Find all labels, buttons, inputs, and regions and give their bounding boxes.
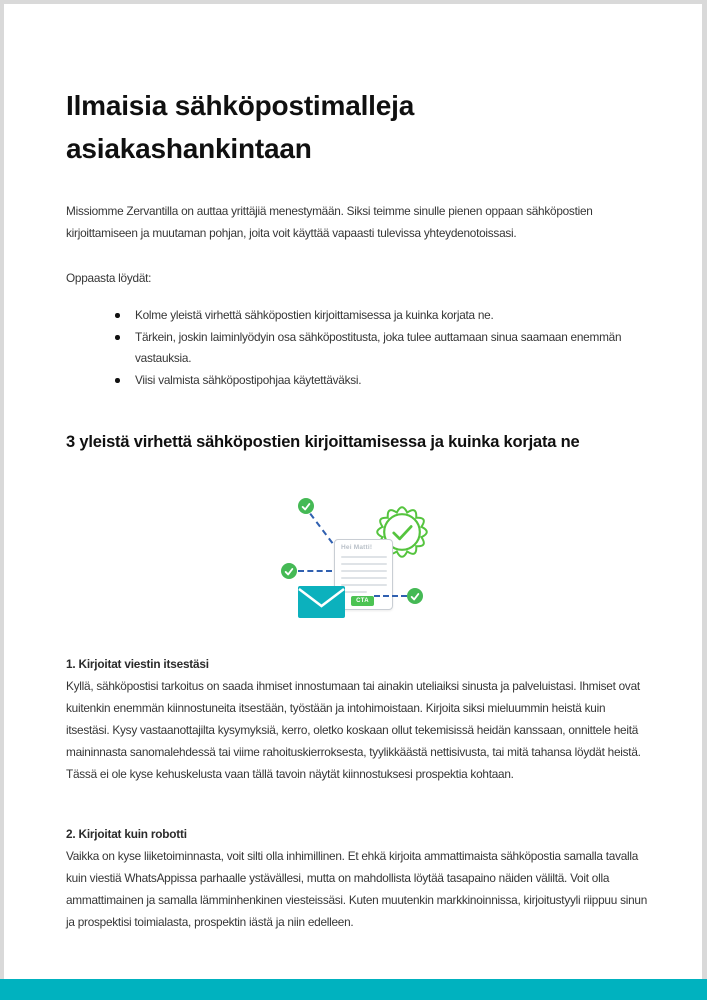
subsection-title-1: 1. Kirjoitat viestin itsestäsi: [66, 657, 209, 671]
check-circle-icon: [407, 588, 423, 604]
envelope-icon: [298, 586, 345, 618]
list-item: [111, 327, 627, 369]
bullet-icon: [115, 378, 120, 383]
dashed-connector-line: [309, 513, 333, 544]
letter-text-line: [341, 584, 387, 586]
footer-accent-bar: [0, 979, 707, 1000]
document-page: [4, 4, 702, 1000]
cta-button: CTA: [351, 596, 374, 606]
subsection-title-2: 2. Kirjoitat kuin robotti: [66, 827, 187, 841]
guide-contents-list: [111, 305, 627, 392]
subsection-body-1: Kyllä, sähköpostisi tarkoitus on saada ihmiset innostumaan tai ainakin uteliaiksi sinusta ja palveluistasi. Ihmiset ovat kuitenkin enemmän kiinnostuneita itsestään, työstään ja intohimoistaan. Kirjoita siksi mieluummin heistä kuin itsestäsi. Kysy vastaanottajilta kysymyksiä, kerro, oletko koskaan ollut tekemisissä heidän kanssaan, onnittele heitä maininnasta sanomalehdessä tai viime rahoituskierroksesta, tyylikkäästä nettisivusta, tai mitä tahansa löydät heistä. Tässä ei ole kyse kehuskelusta vaan tällä tavoin näytät kiinnostuksesi prospektia kohtaan.: [66, 679, 641, 781]
list-item: [111, 370, 627, 391]
section-heading: 3 yleistä virhettä sähköpostien kirjoittamisessa ja kuinka korjata ne: [66, 433, 580, 451]
bullet-icon: [115, 335, 120, 340]
letter-text-line: [341, 563, 387, 565]
dashed-connector-line: [298, 570, 332, 572]
check-circle-icon: [298, 498, 314, 514]
list-item-text: Kolme yleistä virhettä sähköpostien kirjoittamisessa ja kuinka korjata ne.: [135, 308, 494, 322]
letter-text-line: [341, 577, 387, 579]
email-illustration: [280, 490, 452, 632]
intro-paragraph: Missiomme Zervantilla on auttaa yrittäjiä menestymään. Siksi teimme sinulle pienen oppaan sähköpostien kirjoittamiseen ja muutaman pohjan, joita voit käyttää vapaasti tulevissa yhteydenotoissasi.: [66, 204, 593, 240]
letter-greeting: Hei Matti!: [341, 544, 373, 551]
dashed-connector-line: [374, 595, 407, 597]
page-title: Ilmaisia sähköpostimalleja asiakashankintaan: [66, 90, 415, 164]
list-item-text: Tärkein, joskin laiminlyödyin osa sähköpostitusta, joka tulee auttamaan sinua saamaan enemmän vastauksia.: [135, 330, 622, 365]
list-item-text: Viisi valmista sähköpostipohjaa käytettäväksi.: [135, 373, 362, 387]
list-intro: Oppaasta löydät:: [66, 271, 152, 285]
list-item: [111, 305, 627, 326]
letter-text-line: [341, 570, 387, 572]
subsection-body-2: Vaikka on kyse liiketoiminnasta, voit silti olla inhimillinen. Et ehkä kirjoita ammattimaista sähköpostia samalla tavalla kuin viestiä WhatsAppissa parhaalle ystävällesi, mutta on mahdollista löytää tasapaino näiden väliltä. Voit olla ammattimainen ja samalla lämminhenkinen viesteissäsi. Kuten muutenkin markkinoinnissa, kirjoitustyyli riippuu sinun ja prospektisi toimialasta, prospektin iästä ja niin edelleen.: [66, 849, 648, 929]
letter-text-line: [341, 556, 387, 558]
bullet-icon: [115, 313, 120, 318]
check-circle-icon: [281, 563, 297, 579]
